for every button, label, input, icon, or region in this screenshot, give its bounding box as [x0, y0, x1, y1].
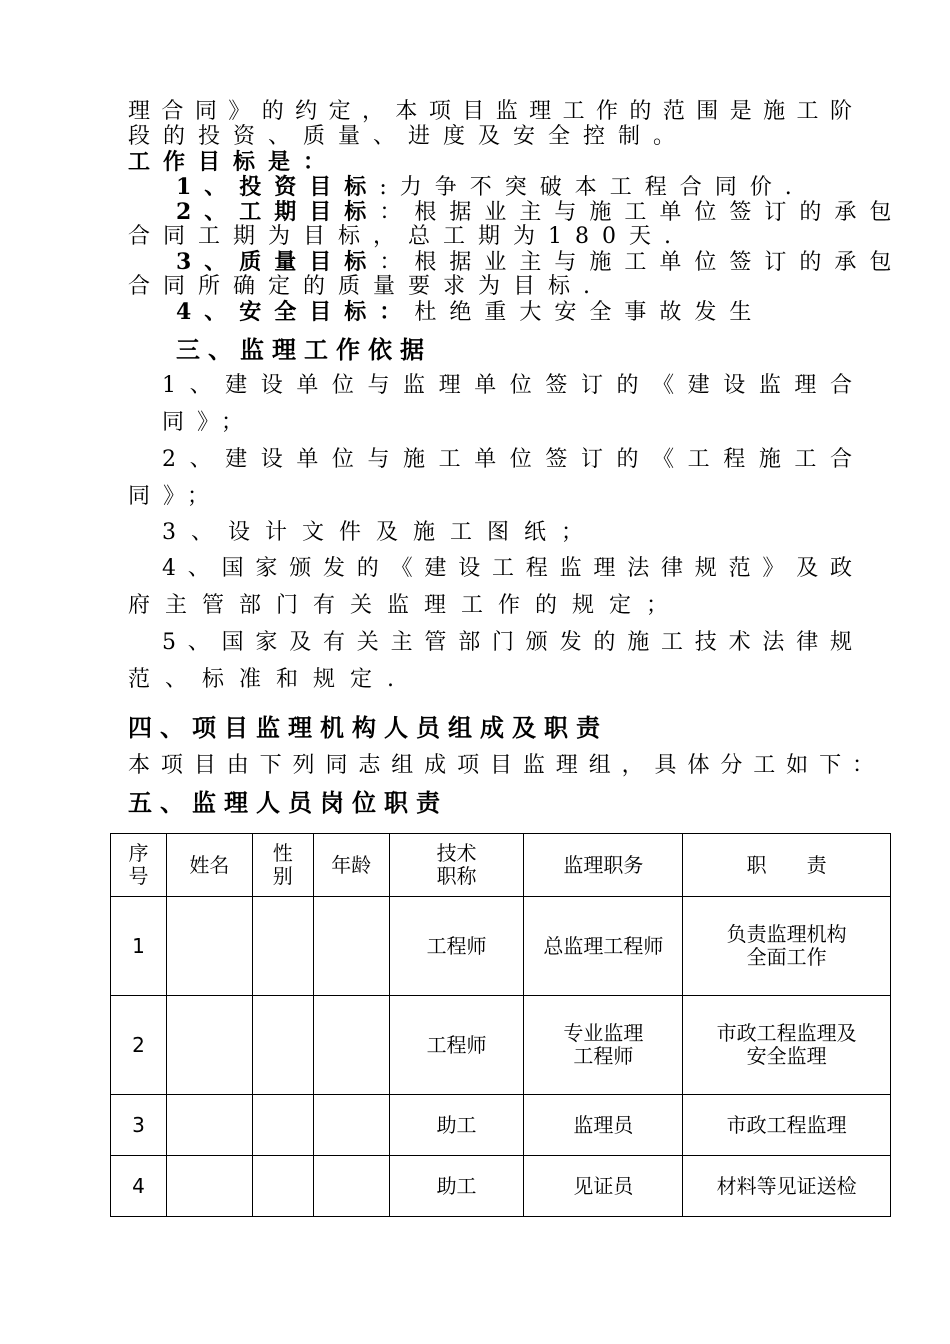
cell-role: 监理员 [524, 1095, 683, 1156]
goal-2 [176, 199, 905, 226]
cell-age [313, 996, 389, 1095]
table-row [111, 1156, 891, 1217]
cell-age [313, 1156, 389, 1217]
cell-tech: 助工 [389, 1156, 524, 1217]
cell-sex [252, 996, 313, 1095]
cell-sex [252, 1156, 313, 1217]
intro-line-2: 段的投资、质量、进度及安全控制。 [128, 124, 689, 149]
table-row [111, 996, 891, 1095]
header-age: 年龄 [313, 834, 389, 897]
cell-name [166, 996, 252, 1095]
goal-4-text: 杜绝重大安全事故发生 [414, 300, 765, 325]
section-3-title: 三、监理工作依据 [176, 335, 432, 364]
goal-1-text: :力争不突破本工程合同价. [379, 175, 805, 200]
header-name: 姓名 [166, 834, 252, 897]
goal-3 [176, 249, 905, 276]
cell-role: 总监理工程师 [524, 897, 683, 996]
basis-5b: 范、标准和规定. [128, 667, 409, 692]
goal-3-cont: 合同所确定的质量要求为目标. [128, 274, 603, 299]
section-4-title: 四、项目监理机构人员组成及职责 [128, 713, 608, 742]
header-role: 监理职务 [524, 834, 683, 897]
table-header-row [111, 834, 891, 897]
cell-tech: 助工 [389, 1095, 524, 1156]
basis-1b: 同》； [162, 410, 257, 435]
cell-sex [252, 1095, 313, 1156]
goals-heading: 工作目标是： [128, 149, 339, 175]
cell-name [166, 897, 252, 996]
basis-5a: 5、国家及有关主管部门颁发的施工技术法律规 [162, 630, 852, 655]
cell-role: 专业监理 工程师 [524, 996, 683, 1095]
cell-tech: 工程师 [389, 897, 524, 996]
table-row [111, 1095, 891, 1156]
header-tech-title: 技术 职称 [389, 834, 524, 897]
goal-4 [176, 299, 852, 326]
goal-2-cont: 合同工期为目标，总工期为180天. [128, 224, 684, 249]
header-duty: 职 责 [683, 834, 891, 897]
table-row [111, 897, 891, 996]
basis-2b: 同》； [128, 484, 223, 509]
cell-name [166, 1095, 252, 1156]
intro-line-1: 理合同》的约定，本项目监理工作的范围是施工阶 [128, 99, 852, 124]
basis-3: 3、设计文件及施工图纸； [162, 520, 598, 545]
goal-1 [176, 174, 852, 201]
cell-sex [252, 897, 313, 996]
goal-2-text: ：根据业主与施工单位签订的承包 [379, 200, 905, 225]
cell-duty: 市政工程监理 [683, 1095, 891, 1156]
cell-no: 3 [111, 1095, 167, 1156]
header-sex: 性 别 [252, 834, 313, 897]
cell-role: 见证员 [524, 1156, 683, 1217]
cell-duty: 负责监理机构 全面工作 [683, 897, 891, 996]
basis-1a: 1、建设单位与监理单位签订的《建设监理合 [162, 373, 852, 398]
section-5-title: 五、监理人员岗位职责 [128, 788, 448, 817]
goal-1-label: 1、投资目标 [176, 174, 380, 200]
basis-2a: 2、建设单位与施工单位签订的《工程施工合 [162, 447, 852, 472]
basis-4a: 4、国家颁发的《建设工程监理法律规范》及政 [162, 556, 852, 581]
goal-3-text: ：根据业主与施工单位签订的承包 [379, 250, 905, 275]
cell-duty: 市政工程监理及 安全监理 [683, 996, 891, 1095]
cell-age [313, 897, 389, 996]
cell-no: 2 [111, 996, 167, 1095]
basis-4b: 府主管部门有关监理工作的规定； [128, 593, 684, 618]
goal-4-label: 4、安全目标： [176, 299, 415, 325]
cell-name [166, 1156, 252, 1217]
cell-age [313, 1095, 389, 1156]
section-4-text: 本项目由下列同志组成项目监理组，具体分工如下： [128, 753, 874, 778]
cell-duty: 材料等见证送检 [683, 1156, 891, 1217]
header-no: 序 号 [111, 834, 167, 897]
cell-tech: 工程师 [389, 996, 524, 1095]
cell-no: 1 [111, 897, 167, 996]
staff-table [110, 833, 891, 1217]
goal-3-label: 3、质量目标 [176, 249, 380, 275]
cell-no: 4 [111, 1156, 167, 1217]
goal-2-label: 2、工期目标 [176, 199, 380, 225]
